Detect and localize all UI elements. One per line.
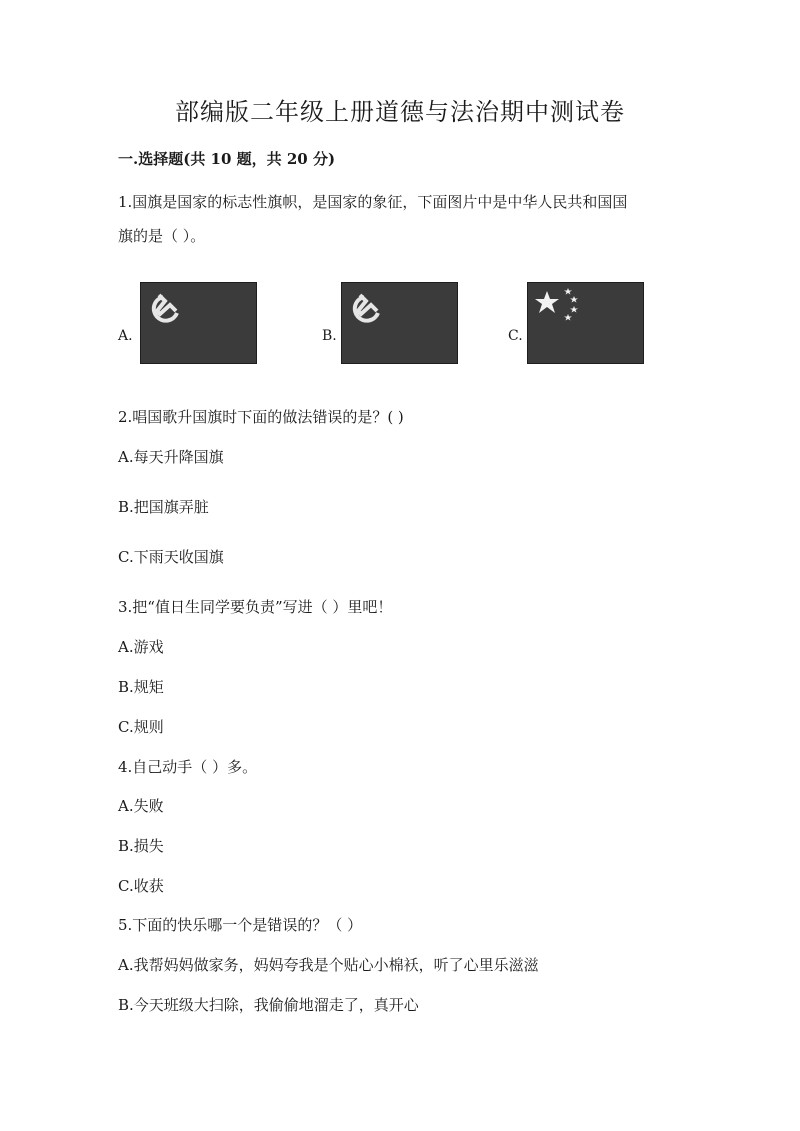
question-2-option-c[interactable]: C.下雨天收国旗 bbox=[118, 548, 224, 566]
question-2-option-b[interactable]: B.把国旗弄脏 bbox=[118, 498, 209, 516]
question-1-stem-line-2: 旗的是（ ）。 bbox=[118, 227, 206, 245]
option-c-label: C. bbox=[508, 328, 523, 344]
party-flag-icon bbox=[140, 282, 257, 364]
five-star-red-flag-icon bbox=[527, 282, 644, 364]
question-5-stem: 5.下面的快乐哪一个是错误的？（ ） bbox=[118, 916, 363, 934]
question-3-stem: 3.把“值日生同学要负责”写进（ ）里吧！ bbox=[118, 598, 393, 616]
question-5-option-a[interactable]: A.我帮妈妈做家务，妈妈夸我是个贴心小棉袄，听了心里乐滋滋 bbox=[118, 956, 539, 974]
question-4-option-a[interactable]: A.失败 bbox=[118, 797, 164, 815]
option-a-label: A. bbox=[118, 328, 133, 344]
question-2-option-a[interactable]: A.每天升降国旗 bbox=[118, 448, 224, 466]
question-4-option-c[interactable]: C.收获 bbox=[118, 877, 164, 895]
question-3-option-c[interactable]: C.规则 bbox=[118, 718, 164, 736]
section-heading: 一.选择题(共 10 题，共 20 分) bbox=[118, 150, 336, 168]
question-3-option-a[interactable]: A.游戏 bbox=[118, 638, 164, 656]
page-title: 部编版二年级上册道德与法治期中测试卷 bbox=[175, 98, 625, 126]
question-5-option-b[interactable]: B.今天班级大扫除，我偷偷地溜走了，真开心 bbox=[118, 996, 419, 1014]
party-flag-icon bbox=[341, 282, 458, 364]
question-3-option-b[interactable]: B.规矩 bbox=[118, 678, 164, 696]
question-1-stem-line-1: 1.国旗是国家的标志性旗帜，是国家的象征，下面图片中是中华人民共和国国 bbox=[118, 193, 628, 211]
question-2-stem: 2.唱国歌升国旗时下面的做法错误的是？( ) bbox=[118, 408, 404, 426]
question-4-option-b[interactable]: B.损失 bbox=[118, 837, 164, 855]
option-b-label: B. bbox=[322, 328, 337, 344]
question-4-stem: 4.自己动手（ ）多。 bbox=[118, 758, 258, 776]
